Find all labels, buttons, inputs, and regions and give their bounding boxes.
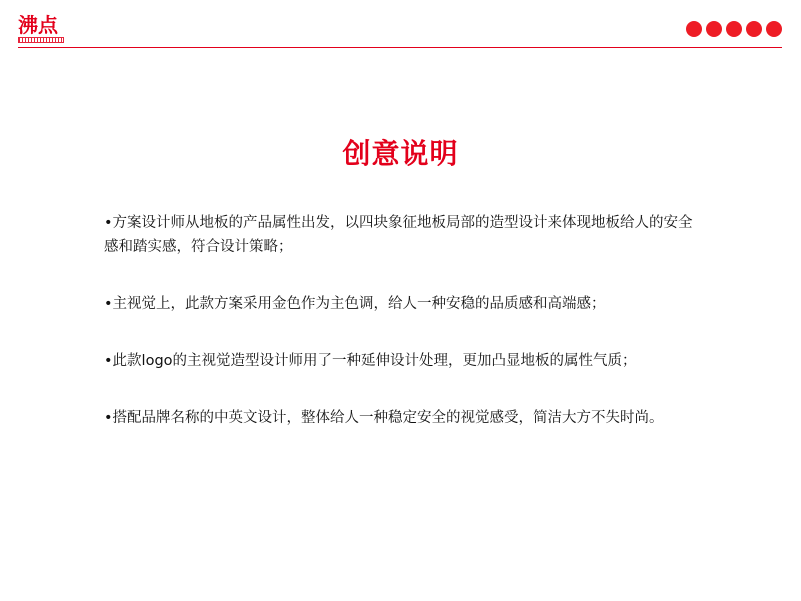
decorative-dots xyxy=(686,21,782,37)
logo-text: 沸点 xyxy=(18,13,58,37)
brand-logo xyxy=(18,14,66,46)
header-divider xyxy=(18,47,782,48)
dot-icon xyxy=(766,21,782,37)
paragraph-3: •此款logo的主视觉造型设计师用了一种延伸设计处理，更加凸显地板的属性气质； xyxy=(104,353,637,369)
dot-icon xyxy=(686,21,702,37)
paragraph-4: •搭配品牌名称的中英文设计，整体给人一种稳定安全的视觉感受，简洁大方不失时尚。 xyxy=(104,410,664,426)
dot-icon xyxy=(746,21,762,37)
paragraph-2: •主视觉上，此款方案采用金色作为主色调，给人一种安稳的品质感和高端感； xyxy=(104,296,606,312)
logo-subtext-mark xyxy=(18,37,64,43)
paragraph-1: •方案设计师从地板的产品属性出发，以四块象征地板局部的造型设计来体现地板给人的安全感和踏实感，符合设计策略； xyxy=(104,215,693,255)
page-title: 创意说明 xyxy=(342,137,459,170)
dot-icon xyxy=(726,21,742,37)
dot-icon xyxy=(706,21,722,37)
description-body xyxy=(104,211,704,463)
